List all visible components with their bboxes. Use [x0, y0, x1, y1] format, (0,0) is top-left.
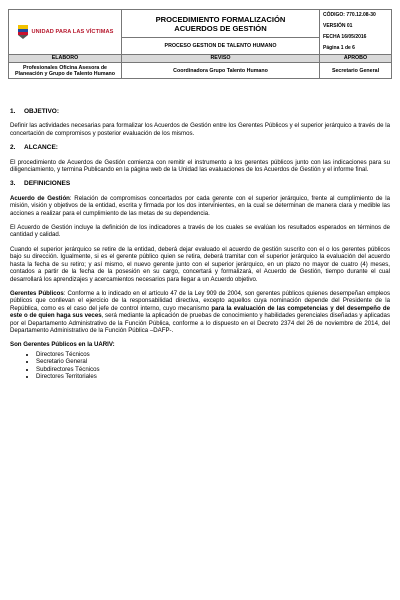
list-item: • Subdirectores Técnicos [36, 366, 390, 373]
document-version: VERSIÓN 01 [323, 23, 353, 29]
document-header [8, 9, 392, 79]
section-title: OBJETIVO: [24, 108, 60, 115]
section-number: 3. [10, 180, 16, 188]
section-alcance-heading [10, 144, 390, 151]
title-line-2: ACUERDOS DE GESTIÓN [174, 23, 267, 33]
gerentes-list-title: Son Gerentes Públicos en la UARIV: [10, 341, 115, 349]
elaboro-label: ELABORO [9, 55, 122, 63]
section-number: 1. [10, 108, 16, 115]
section-objetivo-heading [10, 108, 390, 115]
definition-text-a: : Conforme a lo indicado en el artículo 47 de la Ley 909 de 2004, son gerentes públicos quienes desempeñan empleos públicos que conllevan el ejercicio de la responsabilidad directiva, excepto aquellos cuya nominación depende del Presidente de la República, como es el caso del jefe de control interno, cuyo mecanismo [10, 289, 390, 312]
term-gerentes-publicos: Gerentes Públicos [10, 289, 64, 297]
colombia-shield-icon [17, 25, 29, 39]
document-body [10, 108, 390, 380]
aprobo-value: Secretario General [320, 63, 392, 79]
definition-bold-text: para la evaluación de las competencias y del desempeño de este o de quien haga sus veces [10, 304, 390, 320]
document-date: FECHA 16/05/2016 [323, 34, 367, 40]
section-title: DEFINICIONES [24, 180, 71, 188]
term-acuerdo-gestion: Acuerdo de Gestión [10, 194, 70, 202]
list-item: • Secretario General [36, 358, 390, 365]
title-line-1: PROCEDIMIENTO FORMALIZACIÓN [155, 14, 286, 24]
section-number: 2. [10, 144, 16, 152]
reviso-label: REVISO [122, 55, 320, 63]
definicion-acuerdo-gestion [10, 195, 390, 217]
definition-text: : Relación de compromisos concertados por cada gerente con el superior jerárquico, frente al cumplimiento de la misión, visión y objetivos de la entidad, escrita y firmada por los dos intervinientes, en la cual se determinan de manera clara y medible las acciones a realizar para el cumplimiento de las metas de su dependencia. [10, 194, 391, 217]
logo-text: UNIDAD PARA LAS VÍCTIMAS [31, 29, 114, 35]
definition-text-b: , será mediante la aplicación de pruebas de conocimiento y habilidades gerenciales diseñadas y aplicadas por el Departamento Administrativo de la Función Pública, conforme a lo dispuesto en el Decreto 2374 del 26 de noviembre de 2014, del Departamento Administrativo de la Función Pública –DAFP-. [10, 312, 390, 334]
alcance-text: El procedimiento de Acuerdos de Gestión comienza con remitir el instrumento a los gerentes públicos junto con las indicaciones para su diligenciamiento, y termina Publicando en la página web de la Unidad las evaluaciones de los Acuerdos de Gestión y el informe final. [10, 158, 390, 174]
document-control-info [320, 10, 392, 55]
aprobo-label: APROBO [320, 55, 392, 63]
list-item: • Directores Técnicos [36, 351, 390, 358]
section-title: ALCANCE: [24, 144, 58, 152]
paragraph-indicadores: El Acuerdo de Gestión incluye la definición de los indicadores a través de los cuales se evalúan los resultados esperados en términos de cantidad y calidad. [10, 224, 390, 239]
list-item: • Directores Territoriales [36, 373, 390, 380]
logo-cell [9, 10, 122, 55]
paragraph-retiro: Cuando el superior jerárquico se retire de la entidad, deberá dejar evaluado el acuerdo de gestión suscrito con el o los gerentes públicos bajo su dirección. Igualmente, si es el gerente público quien se retira, deberá tramitar con el superior jerárquico la evaluación del acuerdo hasta la fecha de su retiro; y así mismo, el nuevo gerente junto con el superior jerárquico, en un plazo no mayor de cuatro (4) meses, contados a partir de la fecha de la posesión en su cargo, concertará y formalizará, el Acuerdo de Gestión, tiempo durante el cual desarrollará los aprendizajes y acercamientos necesarios para llegar a un Acuerdo objetivo. [10, 245, 390, 283]
reviso-value: Coordinadora Grupo Talento Humano [122, 63, 320, 79]
section-definiciones-heading [10, 180, 390, 187]
entity-logo [9, 25, 121, 39]
elaboro-value: Profesionales Oficina Asesora de Planeación y Grupo de Talento Humano [9, 63, 122, 79]
document-code: CÓDIGO: 770.12.08-30 [323, 12, 376, 18]
objetivo-text: Definir las actividades necesarias para formalizar los Acuerdos de Gestión entre los Gerentes Públicos y el superior jerárquico a través de la concertación de compromisos y posterior evaluación de los mismos. [10, 122, 390, 137]
page-number: Página 1 de 6 [323, 45, 355, 51]
gerentes-list [10, 351, 390, 381]
definicion-gerentes-publicos [10, 290, 390, 334]
process-name: PROCESO GESTION DE TALENTO HUMANO [122, 38, 320, 55]
document-title [122, 10, 320, 38]
